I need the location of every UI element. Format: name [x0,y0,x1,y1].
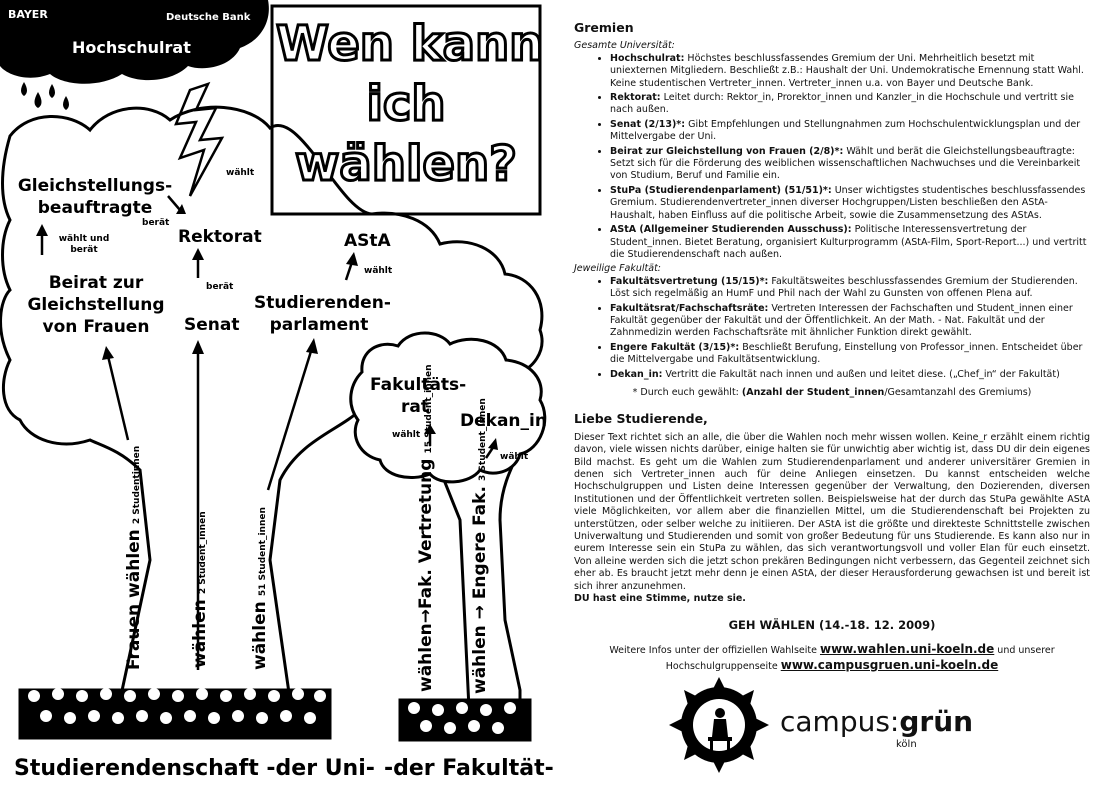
trunk-senat [190,511,210,668]
info-text-1: Weitere Infos unter der offiziellen Wahlseite [609,644,820,656]
stupa-line-1: Studierenden- [254,293,391,313]
item-desc: Fakultätsweites beschlussfassendes Gremium der Studierenden. Löst sich regelmäßig an HumF und Phil nach der Wahl zu Gunsten von offenen Plena auf. [610,275,1078,300]
footnote [574,387,1090,399]
stupa-label [254,292,391,336]
stupa-line-2: parlament [269,315,369,335]
rektorat-label: Rektorat [178,227,262,247]
item-desc: Höchstes beschlussfassendes Gremium der Uni. Mehrheitlich besetzt mit uniexternen Mitgliedern. Beschließt z.B.: Haushalt der Uni. Undemokratische Ernennung statt Wahl. Keine studentischen Vertreter_innen. Vertreter_innen u.a. von Bayer und Deutsche Bank. [610,52,1084,89]
gleich-beauftragte-label [10,175,180,219]
footnote-c: /Gesamtanzahl des Gremiums) [884,386,1032,398]
deutsche-bank-label: Deutsche Bank [166,12,251,23]
trunk-engere-word: wählen → Engere Fak. [470,486,490,694]
trunk-stupa-word: wählen [250,601,270,670]
waehlt-rektorat: wählt [226,168,255,178]
item-desc: Gibt Empfehlungen und Stellungnahmen zum Hochschulentwicklungsplan und der Mittelvergabe der Uni. [610,118,1081,143]
list-item [610,146,1090,183]
item-name: Beirat zur Gleichstellung von Frauen (2/8)*: [610,145,844,157]
trunk-engere [470,398,490,694]
campusgruen-link[interactable]: www.campusgruen.uni-koeln.de [780,657,999,672]
beirat-line-3: von Frauen [42,317,150,337]
list-item [610,119,1090,144]
waehlt-asta: wählt [364,266,393,276]
logo-campus: campus: [780,705,900,738]
hochschulrat-label: Hochschulrat [72,38,191,57]
liebe-heading: Liebe Studierende, [574,411,708,427]
geh-waehlen: GEH WÄHLEN (14.-18. 12. 2009) [728,618,936,633]
item-name: AStA (Allgemeiner Studierenden Ausschuss): [610,224,852,236]
info-text-3: Hochschulgruppenseite [665,660,781,672]
poster-title [276,14,544,194]
uni-gremien-list [574,53,1090,262]
item-name: Fakultätsvertretung (15/15)*: [610,275,769,287]
trunk-frauen [124,446,144,670]
beirat-label [16,272,176,338]
item-desc: Vertreten Interessen der Fachschaften und Student_innen einer Fakultät gegenüber der Fakultät und der Öffentlichkeit. An der Math. - Nat. Fakultät und der Zahnmedizin werden Fachschaftsräte mit ähnlicher Funktion direkt gewählt. [610,302,1073,339]
waehlt-fakrat: wählt [392,430,421,440]
item-desc: Unser wichtigstes studentisches beschlussfassendes Gremium. Studierendenvertreter_innen diverser Hochgruppen/Listen beschließen den AStA-Haushalt, haben Einfluss auf die politische Arbeit, sowie die Zusammensetzung des AStAs. [610,184,1086,221]
list-item [610,276,1090,301]
asta-label: AStA [344,231,391,251]
waehlt-und-beraet: wählt und berät [58,234,110,255]
closing-line: DU hast eine Stimme, nutze sie. [574,593,746,605]
list-item [610,369,1090,381]
fakrat-line-2: rat [401,397,429,417]
sunflower-icon [664,675,774,775]
list-item [610,342,1090,367]
gleich-line-1: Gleichstellungs- [17,176,173,196]
trunk-senat-sub: 2 Student_innen [198,511,208,595]
item-name: Senat (2/13)*: [610,118,686,130]
trunk-frauen-sub: 2 Studentinnen [132,445,142,525]
fakultaet-label: Jeweilige Fakultät: [574,263,661,275]
list-item [610,303,1090,340]
bottom-right-label: -der Fakultät- [384,756,554,781]
trunk-fakvertretung-sub: 15 Student_innen [424,364,434,454]
item-desc: Leitet durch: Rektor_in, Prorektor_innen und Kanzler_in die Hochschule und vertritt sie nach außen. [610,92,1074,116]
item-name: Dekan_in: [610,368,663,380]
item-desc: Politische Interessensvertretung der Student_innen. Bietet Beratung, organisiert Kulturprogramm (AStA-Film, Sport-Report...) und vertritt die Studierendenschaft nach außen. [610,224,1087,260]
title-line-1: Wen kann [276,16,544,72]
fak-gremien-list [574,276,1090,381]
trunk-engere-sub: 3 Student_innen [478,398,488,481]
logo-gruen: grün [899,705,974,738]
fakrat-line-1: Fakultäts- [370,375,467,395]
bottom-left-label: Studierendenschaft -der Uni- [14,756,375,781]
list-item [610,92,1090,117]
trunk-stupa [250,507,270,670]
item-name: Rektorat: [610,92,661,104]
list-item [610,224,1090,261]
waehlt-dekan: wählt [500,452,529,462]
info-text-2: und unserer [994,644,1055,656]
item-desc: Wählt und berät die Gleichstellungsbeauftragte: Setzt sich für die Förderung des weiblichen wissenschaftlichen Nachwuchses und die Vereinbarkeit von Studium, Beruf und Familie ein. [610,145,1081,182]
title-line-2: ich [366,76,446,132]
trunk-fakvertretung-word: wählen→Fak. Vertretung [416,458,436,692]
item-name: Engere Fakultät (3/15)*: [610,341,740,353]
trunk-fakvertretung [416,364,436,692]
trunk-stupa-sub: 51 Student_innen [258,507,268,597]
info-links [574,642,1090,674]
item-desc: Beschließt Berufung, Einstellung von Professor_innen. Entscheidet über die Mittelvergabe und Fakultätsentwicklung. [610,341,1083,366]
item-desc: Vertritt die Fakultät nach innen und außen und leitet diese. („Chef_in“ der Fakultät) [665,368,1060,380]
beirat-line-2: Gleichstellung [27,295,165,315]
item-name: Hochschulrat: [610,52,685,64]
list-item [610,185,1090,222]
info-text-column [574,22,1090,674]
beraet-senat: berät [206,282,234,292]
body-paragraph: Dieser Text richtet sich an alle, die über die Wahlen noch mehr wissen wollen. Keine_r erzählt einem richtig davon, viele wissen nichts darüber, einige halten sie für unwichtig aber wichtig ist, dass DU dir dein eigenes Bild machst. Es geht um die Wahlen zum Studierendenparlament und anderer universitärer Gremien in denen sich Vertreter_innen auch für deine Anliegen einsetzen. Du kannst entscheiden welche Hochschulgruppen und Listen deine Interessen gegenüber der Verwaltung, den Dozierenden, diversen Institutionen und der Öffentlichkeit vertreten sollen. Beispielsweise hat der durch das StuPa gewählte AStA viele Möglichkeiten, vor allem aber die finanziellen Mittel, um die Studierendenschaft bei Projekten zu unterstützen, oder selber welche zu initiieren. Der AStA ist die größte und direkteste Schnittstelle zwischen Univerwaltung und Studierenden und somit von großer Bedeutung für uns Studierende. Es kann also nur in eurem Interesse sein ein StuPa zu wählen, das sich verantwortungsvoll und voller Elan für euch einsetzt. Von alleine werden sich die jetzt schon prekären Bedingungen nicht verbessern, das Gegenteil zeichnet sich eher ab. Es braucht jetzt mehr denn je einen AStA, der dieser Herausforderung gewachsen ist und bereit ist sich ihrer anzunehmen. [574,431,1090,592]
beirat-line-1: Beirat zur [48,273,144,293]
trunk-senat-word: wählen [190,599,210,668]
trunk-frauen-word: Frauen wählen [124,529,144,670]
wahlen-link[interactable]: www.wahlen.uni-koeln.de [819,641,995,656]
title-line-3: wählen? [295,136,517,192]
logo-city: köln [896,739,917,750]
campusgruen-logo [664,675,974,775]
gleich-line-2: beauftragte [37,198,153,218]
fakrat-label [370,374,467,418]
item-name: StuPa (Studierendenparlament) (51/51)*: [610,184,832,196]
logo-wordmark [780,705,973,738]
footnote-a: * Durch euch gewählt: [632,386,742,398]
dekan-label: Dekan_in [460,411,547,431]
bayer-label: BAYER [8,8,48,21]
senat-label: Senat [184,315,240,335]
beraet-rektorat: berät [142,218,170,228]
footnote-b: (Anzahl der Student_innen [741,386,885,398]
rain-drops [21,82,69,110]
gremien-heading: Gremien [574,20,634,35]
list-item [610,53,1090,90]
lightning-bolt [176,84,222,196]
gesamt-label: Gesamte Universität: [574,40,675,52]
item-name: Fakultätsrat/Fachschaftsräte: [610,302,769,314]
